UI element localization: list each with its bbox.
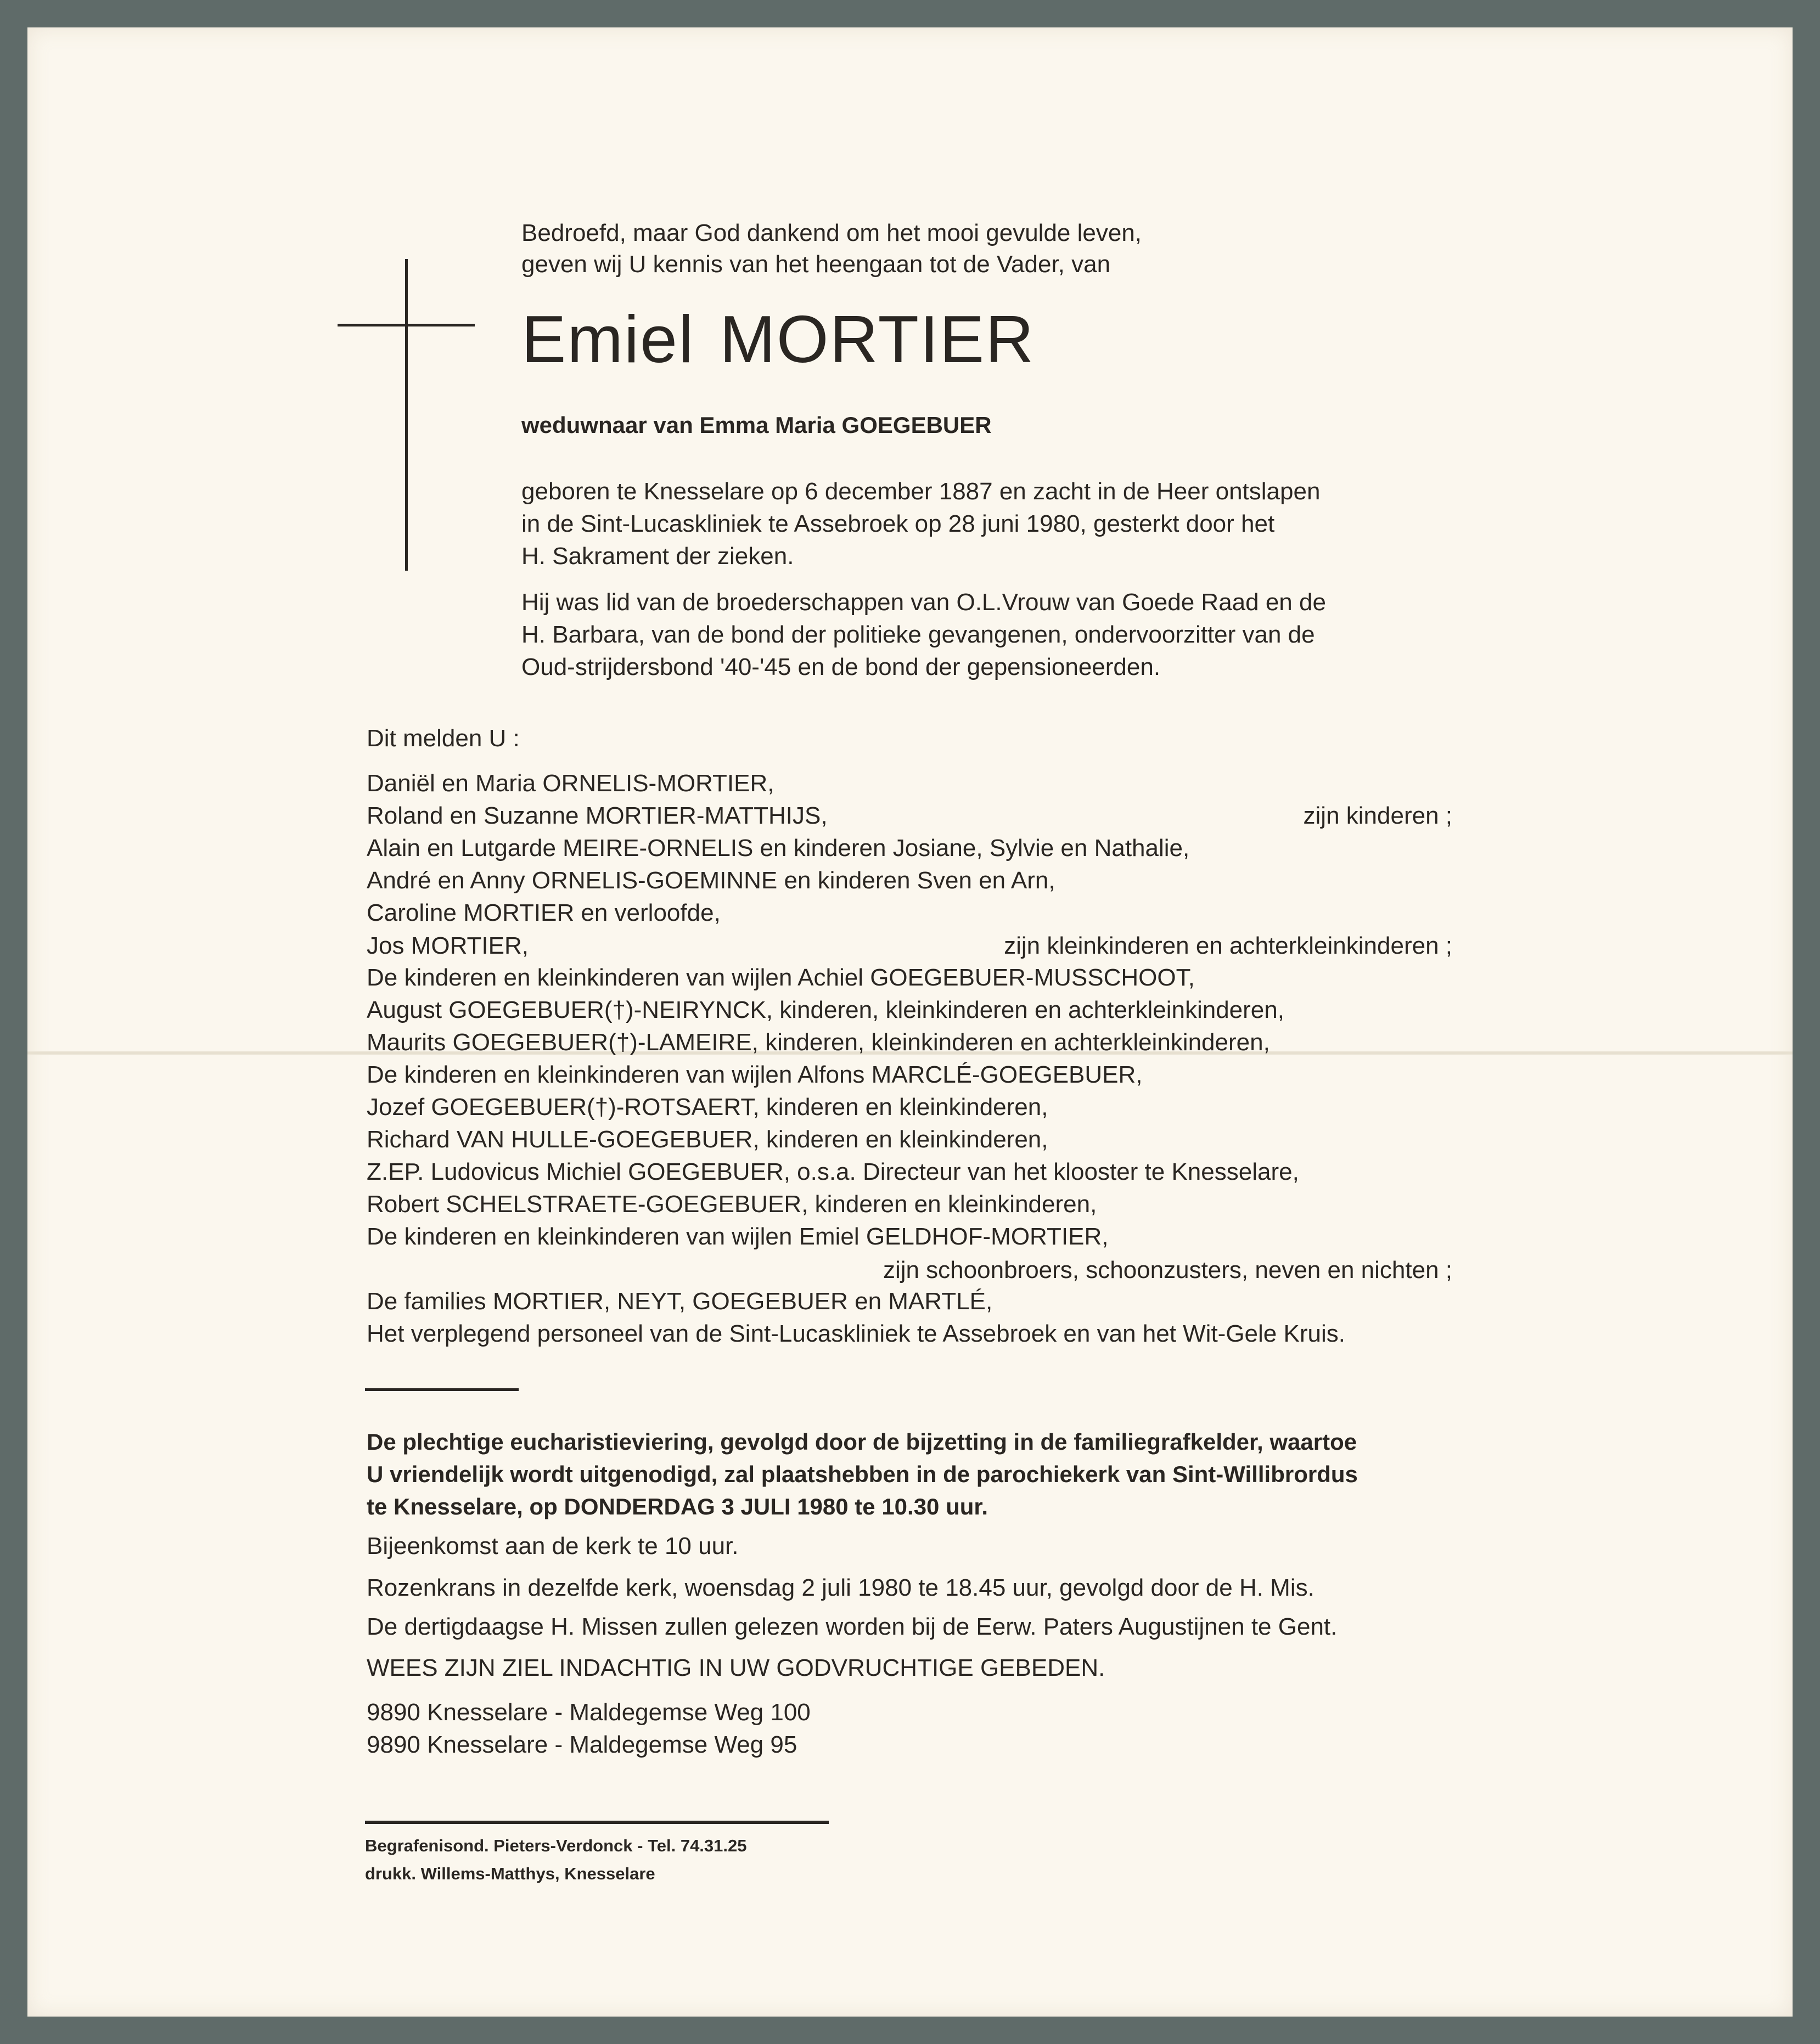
mourner-row-children: [367, 799, 1452, 832]
rosary-line: Rozenkrans in dezelfde kerk, woensdag 2 juli 1980 te 18.45 uur, gevolgd door de H. Mis.: [367, 1574, 1315, 1601]
mourner-line: Alain en Lutgarde MEIRE-ORNELIS en kinderen Josiane, Sylvie en Nathalie,: [367, 835, 1190, 861]
mourner-line: De families MORTIER, NEYT, GOEGEBUER en MARTLÉ,: [367, 1288, 993, 1315]
mourner-line: De kinderen en kleinkinderen van wijlen Achiel GOEGEBUER-MUSSCHOOT,: [367, 964, 1195, 991]
gathering-line: Bijeenkomst aan de kerk te 10 uur.: [367, 1533, 739, 1559]
address-line-2: 9890 Knesselare - Maldegemse Weg 95: [367, 1731, 797, 1758]
address-line-1: 9890 Knesselare - Maldegemse Weg 100: [367, 1699, 811, 1726]
section-divider: [365, 1388, 519, 1391]
service-line-1: De plechtige eucharistieviering, gevolgd door de bijzetting in de familiegrafkelder, waartoe: [367, 1429, 1357, 1455]
service-line-2: U vriendelijk wordt uitgenodigd, zal plaatshebben in de parochiekerk van Sint-Willibrordus: [367, 1461, 1358, 1487]
relation-in-laws: zijn schoonbroers, schoonzusters, neven en nichten ;: [883, 1257, 1452, 1283]
cross-icon-vertical: [405, 259, 408, 571]
widower-line: weduwnaar van Emma Maria GOEGEBUER: [521, 412, 992, 438]
first-name: Emiel: [521, 302, 695, 376]
birth-line-2: in de Sint-Lucaskliniek te Assebroek op 28 juni 1980, gesterkt door het: [521, 510, 1275, 537]
mourner-line: Robert SCHELSTRAETE-GOEGEBUER, kinderen en kleinkinderen,: [367, 1191, 1097, 1218]
funeral-home-phone: 74.31.25: [680, 1836, 747, 1855]
mourner-line: Het verplegend personeel van de Sint-Lucaskliniek te Assebroek en van het Wit-Gele Kruis.: [367, 1320, 1345, 1347]
announce-heading: Dit melden U :: [367, 725, 520, 752]
mourner-line: Caroline MORTIER en verloofde,: [367, 899, 721, 926]
deceased-name: [521, 301, 1035, 378]
mourner-line: Richard VAN HULLE-GOEGEBUER, kinderen en kleinkinderen,: [367, 1126, 1048, 1153]
service-line-3: te Knesselare, op DONDERDAG 3 JULI 1980 te 10.30 uur.: [367, 1494, 988, 1519]
mourner-line: De kinderen en kleinkinderen van wijlen Emiel GELDHOF-MORTIER,: [367, 1223, 1109, 1250]
membership-line-3: Oud-strijdersbond '40-'45 en de bond der gepensioneerden.: [521, 654, 1161, 680]
birth-line-1: geboren te Knesselare op 6 december 1887 en zacht in de Heer ontslapen: [521, 478, 1321, 505]
birth-line-3: H. Sakrament der zieken.: [521, 543, 794, 570]
cross-icon-horizontal: [338, 324, 475, 326]
funeral-home-line: [365, 1834, 747, 1857]
masses-line: De dertigdaagse H. Missen zullen gelezen worden bij de Eerw. Paters Augustijnen te Gent.: [367, 1613, 1338, 1640]
membership-line-1: Hij was lid van de broederschappen van O.L.Vrouw van Goede Raad en de: [521, 589, 1326, 616]
last-name: MORTIER: [720, 302, 1035, 376]
mourner-row-grandchildren: [367, 930, 1452, 962]
membership-line-2: H. Barbara, van de bond der politieke gevangenen, ondervoorzitter van de: [521, 621, 1315, 648]
mourner-line: De kinderen en kleinkinderen van wijlen Alfons MARCLÉ-GOEGEBUER,: [367, 1061, 1143, 1088]
footer-divider: [365, 1821, 829, 1824]
relation-children: zijn kinderen ;: [1303, 802, 1452, 829]
funeral-home-name: Begrafenisond. Pieters-Verdonck - Tel.: [365, 1836, 676, 1855]
intro-line-1: Bedroefd, maar God dankend om het mooi gevulde leven,: [521, 219, 1142, 246]
intro-line-2: geven wij U kennis van het heengaan tot de Vader, van: [521, 251, 1111, 278]
mourner-line: Roland en Suzanne MORTIER-MATTHIJS,: [367, 802, 828, 829]
mourner-line: Z.EP. Ludovicus Michiel GOEGEBUER, o.s.a. Directeur van het klooster te Knesselare,: [367, 1158, 1299, 1185]
printer-line: drukk. Willems-Matthys, Knesselare: [365, 1864, 655, 1883]
prayer-line: WEES ZIJN ZIEL INDACHTIG IN UW GODVRUCHTIGE GEBEDEN.: [367, 1654, 1105, 1681]
relation-grandchildren: zijn kleinkinderen en achterkleinkinderen ;: [1004, 932, 1452, 959]
mourner-line: Jozef GOEGEBUER(†)-ROTSAERT, kinderen en kleinkinderen,: [367, 1094, 1048, 1120]
mourner-line: August GOEGEBUER(†)-NEIRYNCK, kinderen, kleinkinderen en achterkleinkinderen,: [367, 996, 1284, 1023]
mourner-line: Daniël en Maria ORNELIS-MORTIER,: [367, 770, 774, 797]
mourner-line: Jos MORTIER,: [367, 932, 529, 959]
mourner-line: André en Anny ORNELIS-GOEMINNE en kinderen Sven en Arn,: [367, 867, 1055, 894]
mourner-line: Maurits GOEGEBUER(†)-LAMEIRE, kinderen, kleinkinderen en achterkleinkinderen,: [367, 1029, 1270, 1056]
